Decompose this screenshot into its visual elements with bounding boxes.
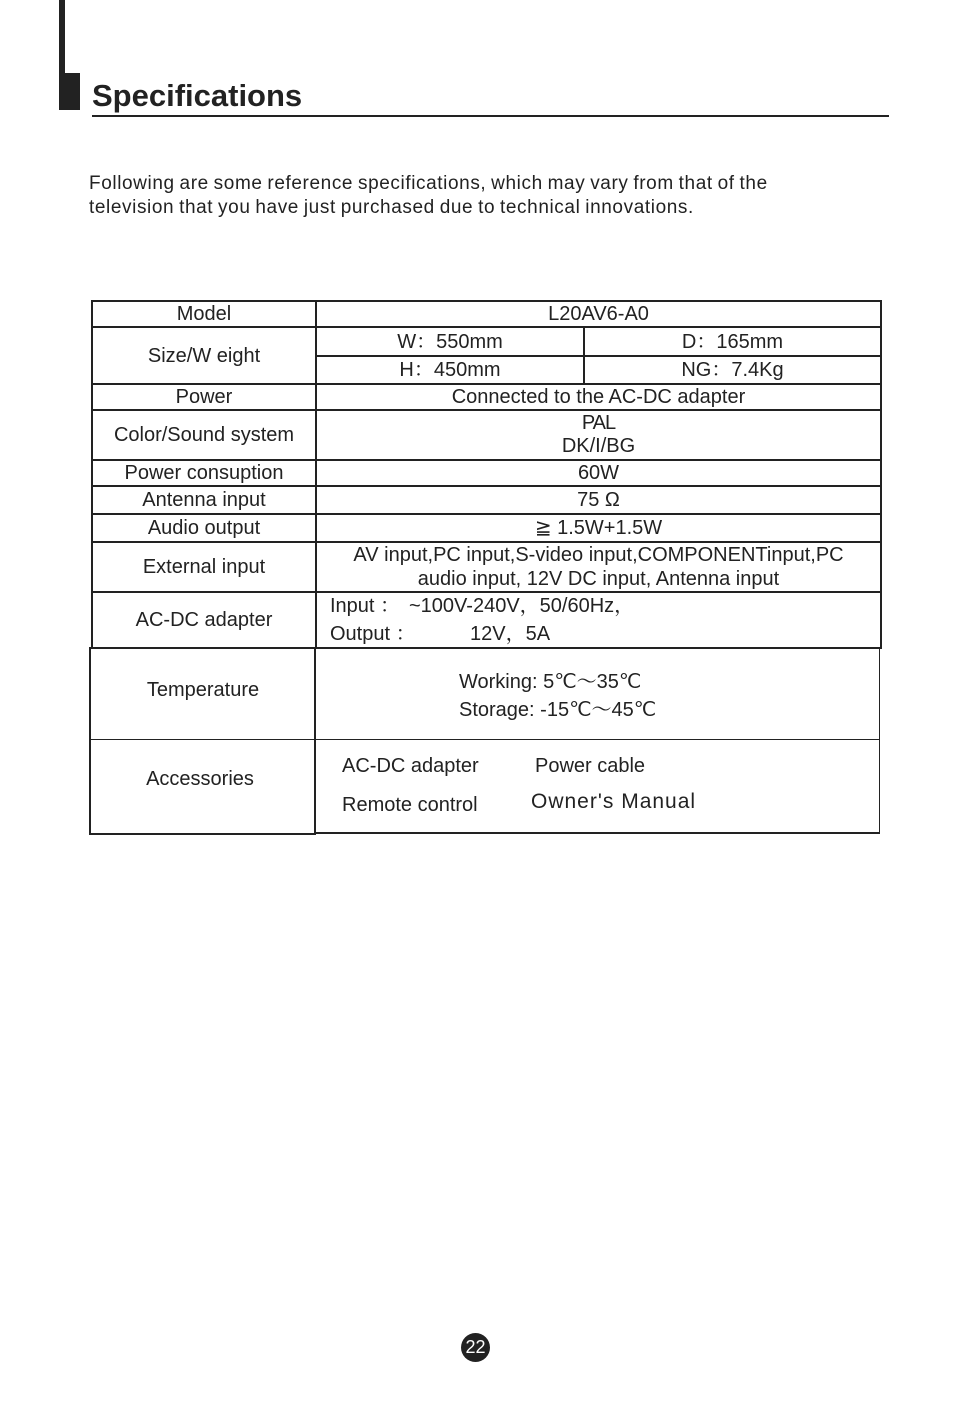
power-consumption-value: 60W bbox=[577, 462, 620, 484]
accessories-label: Accessories bbox=[146, 768, 254, 790]
audio-output-value: ≧ 1.5W+1.5W bbox=[534, 517, 663, 539]
depth-value: D：165mm bbox=[681, 330, 784, 353]
page-number-badge: 22 bbox=[461, 1333, 490, 1362]
external-input-line1: AV input,PC input,S-video input,COMPONENTinput,PC bbox=[353, 544, 844, 566]
power-value: Connected to the AC-DC adapter bbox=[451, 386, 746, 408]
temperature-label: Temperature bbox=[146, 679, 260, 701]
color-system-value: PAL bbox=[581, 412, 616, 434]
accessory-ac-dc-adapter: AC-DC adapter bbox=[342, 755, 479, 777]
external-input-label: External input bbox=[142, 556, 266, 578]
page-title: Specifications bbox=[92, 78, 303, 113]
table-rule bbox=[89, 739, 880, 740]
color-sound-label: Color/Sound system bbox=[113, 424, 295, 446]
power-consumption-label: Power consuption bbox=[124, 462, 284, 484]
adapter-input-label: Input ： bbox=[330, 595, 401, 617]
intro-paragraph: Following are some reference specifications, which may vary from that of the television that you have just purchased due to technical innovations. bbox=[89, 173, 768, 218]
adapter-output-value: 12V，5A bbox=[470, 623, 551, 645]
audio-output-label: Audio output bbox=[147, 517, 261, 539]
storage-temperature: Storage: -15℃～45℃ bbox=[459, 699, 657, 721]
ac-dc-adapter-label: AC-DC adapter bbox=[135, 609, 273, 631]
antenna-input-label: Antenna input bbox=[142, 489, 266, 511]
sound-system-value: DK/I/BG bbox=[561, 435, 636, 457]
power-label: Power bbox=[175, 386, 233, 408]
accessory-owners-manual: Owner's Manual bbox=[531, 790, 697, 813]
external-input-line2: audio input, 12V DC input, Antenna input bbox=[417, 568, 780, 590]
height-value: H：450mm bbox=[399, 359, 501, 381]
accessory-remote-control: Remote control bbox=[342, 794, 478, 816]
table-rule bbox=[880, 300, 882, 649]
antenna-input-value: 75 Ω bbox=[577, 489, 620, 511]
adapter-input-value: ~100V-240V，50/60Hz， bbox=[409, 595, 635, 617]
accessory-power-cable: Power cable bbox=[535, 755, 646, 777]
table-rule bbox=[314, 832, 880, 834]
working-temperature: Working: 5℃～35℃ bbox=[459, 671, 642, 693]
width-value: W：550mm bbox=[397, 330, 503, 353]
model-label: Model bbox=[176, 303, 232, 325]
adapter-output-label: Output ： bbox=[330, 623, 416, 645]
model-value: L20AV6-A0 bbox=[548, 303, 649, 325]
size-weight-label: Size/W eight bbox=[147, 344, 261, 367]
net-weight-value: NG：7.4Kg bbox=[681, 359, 784, 381]
